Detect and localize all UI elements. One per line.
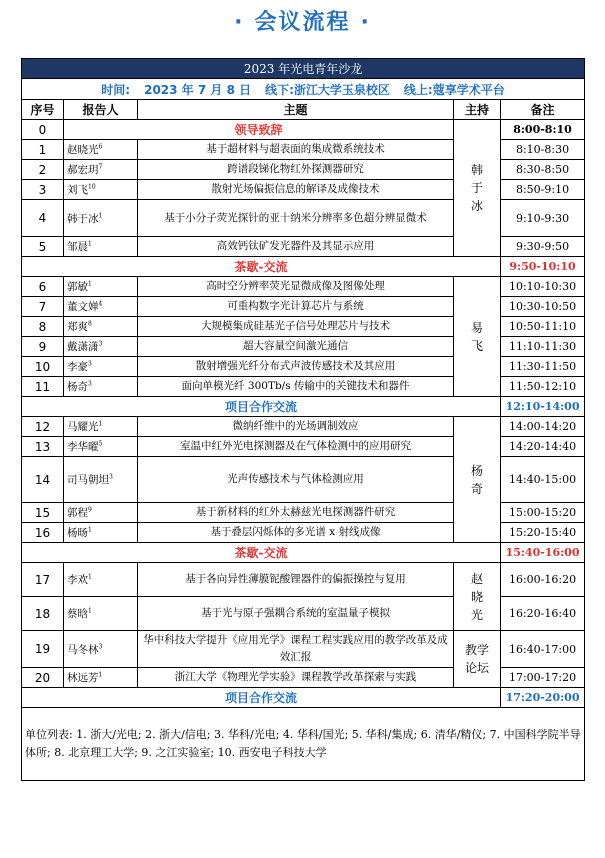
row-time: 11:50-12:10 (501, 377, 585, 397)
row-time: 16:20-16:40 (501, 597, 585, 631)
break-label: 茶歇-交流 (22, 257, 501, 277)
row-speaker: 蔡晗$^1$ (64, 597, 138, 631)
agenda-row (22, 523, 585, 543)
row-num: 15 (22, 503, 64, 523)
host-char: 杨 (470, 463, 483, 478)
row-speaker: 郝宏玥$^7$ (64, 160, 138, 180)
agenda-row (22, 563, 585, 597)
row-topic: 基于新材料的红外太赫兹光电探测器件研究 (138, 503, 454, 523)
exchange-row (22, 397, 585, 417)
exchange-time: 17:20-20:00 (501, 688, 585, 708)
col-host-header: 主持 (454, 100, 501, 120)
row-speaker: 赵晓光$^6$ (64, 140, 138, 160)
row-topic: 散射光场偏振信息的解译及成像技术 (138, 180, 454, 200)
row-topic: 华中科技大学提升《应用光学》课程工程实践应用的教学改革及成效汇报 (138, 631, 454, 668)
row-topic: 超大容量空间激光通信 (138, 337, 454, 357)
agenda-row (22, 668, 585, 688)
column-header-row (22, 100, 585, 120)
row-num: 7 (22, 297, 64, 317)
row-num: 4 (22, 200, 64, 237)
row-time: 8:30-8:50 (501, 160, 585, 180)
host-cell (454, 631, 501, 688)
row-speaker: 邹晨$^1$ (64, 237, 138, 257)
row-num: 1 (22, 140, 64, 160)
row-topic: 跨谱段锑化物红外探测器研究 (138, 160, 454, 180)
row-topic: 面向单模光纤 300Tb/s 传输中的关键技术和器件 (138, 377, 454, 397)
agenda-row (22, 337, 585, 357)
break-row (22, 543, 585, 563)
row-speaker: 马冬林$^3$ (64, 631, 138, 668)
exchange-time: 12:10-14:00 (501, 397, 585, 417)
row-topic: 可重构数字光计算芯片与系统 (138, 297, 454, 317)
row-speaker: 李欢$^1$ (64, 563, 138, 597)
row-num: 6 (22, 277, 64, 297)
row-num: 5 (22, 237, 64, 257)
agenda-row (22, 357, 585, 377)
banner-row (22, 59, 585, 79)
row-topic: 室温中红外光电探测器及在气体检测中的应用研究 (138, 437, 454, 457)
row-speaker: 郭敏$^1$ (64, 277, 138, 297)
row-topic: 基于光与原子强耦合系统的室温量子模拟 (138, 597, 454, 631)
row-time: 16:40-17:00 (501, 631, 585, 668)
host-char: 韩 (470, 163, 483, 177)
row-topic: 微纳纤维中的光场调制效应 (138, 417, 454, 437)
row-speaker: 韩于冰$^1$ (64, 200, 138, 237)
host-cell (454, 417, 501, 543)
row-num: 17 (22, 563, 64, 597)
row-topic: 基于小分子荧光探针的亚十纳米分辨率多色超分辨显微术 (138, 200, 454, 237)
host-char: 易 (470, 320, 483, 335)
row-speaker: 杨奇$^3$ (64, 377, 138, 397)
host-char: 教学 (464, 643, 489, 657)
break-label: 茶歇-交流 (22, 543, 501, 563)
row-topic: 基于各向异性薄膜铌酸锂器件的偏振操控与复用 (138, 563, 454, 597)
row-time: 11:30-11:50 (501, 357, 585, 377)
col-topic-header: 主题 (138, 100, 454, 120)
agenda-row (22, 597, 585, 631)
col-note-header: 备注 (501, 100, 585, 120)
row-speaker: 刘飞$^{10}$ (64, 180, 138, 200)
row-speaker: 司马朝坦$^3$ (64, 457, 138, 503)
host-char: 飞 (470, 338, 483, 353)
host-char: 论坛 (464, 661, 489, 675)
col-speaker-header: 报告人 (64, 100, 138, 120)
row-time: 14:20-14:40 (501, 437, 585, 457)
row-time: 9:30-9:50 (501, 237, 585, 257)
break-row (22, 257, 585, 277)
row-num: 19 (22, 631, 64, 668)
agenda-row (22, 297, 585, 317)
row-time: 15:00-15:20 (501, 503, 585, 523)
agenda-row (22, 277, 585, 297)
row-num: 13 (22, 437, 64, 457)
row-time: 8:00-8:10 (501, 120, 585, 140)
host-char: 赵 (470, 571, 483, 586)
row-num: 14 (22, 457, 64, 503)
row-speaker: 郭程$^9$ (64, 503, 138, 523)
row-time: 9:10-9:30 (501, 200, 585, 237)
exchange-label: 项目合作交流 (22, 397, 501, 417)
row-topic: 散射增强光纤分布式声波传感技术及其应用 (138, 357, 454, 377)
agenda-row (22, 200, 585, 237)
host-cell (454, 277, 501, 397)
row-topic: 光声传感技术与气体检测应用 (138, 457, 454, 503)
agenda-row (22, 631, 585, 668)
online-platform: 线上:蔻享学术平台 (403, 82, 505, 97)
row-time: 10:50-11:10 (501, 317, 585, 337)
host-cell (454, 563, 501, 631)
row-time: 14:00-14:20 (501, 417, 585, 437)
agenda-row (22, 180, 585, 200)
agenda-row (22, 437, 585, 457)
row-num: 9 (22, 337, 64, 357)
row-num: 8 (22, 317, 64, 337)
row-time: 8:50-9:10 (501, 180, 585, 200)
row-topic: 领导致辞 (64, 120, 454, 140)
row-speaker: 马耀光$^1$ (64, 417, 138, 437)
host-char: 冰 (470, 199, 483, 213)
agenda-row (22, 237, 585, 257)
offline-venue: 线下:浙江大学玉泉校区 (265, 82, 390, 97)
row-topic: 浙江大学《物理光学实验》课程教学改革探索与实践 (138, 668, 454, 688)
row-num: 20 (22, 668, 64, 688)
row-speaker: 戴潇潇$^3$ (64, 337, 138, 357)
title-dot-left: · (234, 10, 245, 35)
row-speaker: 林远芳$^1$ (64, 668, 138, 688)
agenda-row (22, 120, 585, 140)
row-num: 10 (22, 357, 64, 377)
row-topic: 基于叠层闪烁体的多光谱 x 射线成像 (138, 523, 454, 543)
footnote-row (22, 708, 585, 781)
row-num: 18 (22, 597, 64, 631)
row-num: 2 (22, 160, 64, 180)
row-num: 0 (22, 120, 64, 140)
row-num: 16 (22, 523, 64, 543)
affiliation-list: 单位列表: 1. 浙大/光电; 2. 浙大/信电; 3. 华科/光电; 4. 华科/国光; 5. 华科/集成; 6. 清华/精仪; 7. 中国科学院半导体所; 8. 北京理工大学; 9. 之江实验室; 10. 西安电子科技大学 (22, 708, 585, 781)
row-time: 17:00-17:20 (501, 668, 585, 688)
row-time: 14:40-15:00 (501, 457, 585, 503)
row-time: 11:10-11:30 (501, 337, 585, 357)
row-time: 16:00-16:20 (501, 563, 585, 597)
row-speaker: 李豪$^3$ (64, 357, 138, 377)
agenda-row (22, 377, 585, 397)
exchange-label: 项目合作交流 (22, 688, 501, 708)
time-label: 时间: (101, 82, 131, 97)
row-speaker: 董文婵$^4$ (64, 297, 138, 317)
agenda-row (22, 317, 585, 337)
row-time: 10:30-10:50 (501, 297, 585, 317)
row-num: 11 (22, 377, 64, 397)
exchange-row (22, 688, 585, 708)
agenda-row (22, 417, 585, 437)
host-cell (454, 120, 501, 257)
row-time: 8:10-8:30 (501, 140, 585, 160)
row-topic: 高效钙钛矿发光器件及其显示应用 (138, 237, 454, 257)
info-row (22, 79, 585, 100)
agenda-table (21, 58, 585, 781)
agenda-row (22, 160, 585, 180)
host-char: 光 (470, 607, 483, 622)
title-dot-right: · (360, 10, 371, 35)
row-topic: 基于超材料与超表面的集成微系统技术 (138, 140, 454, 160)
page-title-text: 会议流程 (254, 10, 351, 35)
agenda-row (22, 457, 585, 503)
host-char: 奇 (470, 481, 483, 496)
row-speaker: 李华曜$^5$ (64, 437, 138, 457)
row-time: 10:10-10:30 (501, 277, 585, 297)
break-time: 9:50-10:10 (501, 257, 585, 277)
row-time: 15:20-15:40 (501, 523, 585, 543)
event-date: 2023 年 7 月 8 日 (144, 82, 252, 97)
host-char: 晓 (470, 589, 483, 604)
row-num: 3 (22, 180, 64, 200)
banner-title: 2023 年光电青年沙龙 (22, 59, 585, 79)
agenda-row (22, 503, 585, 523)
event-info (22, 79, 585, 100)
host-char: 于 (470, 181, 483, 195)
row-speaker: 郑爽$^8$ (64, 317, 138, 337)
row-speaker: 杨旸$^1$ (64, 523, 138, 543)
row-topic: 高时空分辨率荧光显微成像及图像处理 (138, 277, 454, 297)
col-num-header: 序号 (22, 100, 64, 120)
break-time: 15:40-16:00 (501, 543, 585, 563)
row-num: 12 (22, 417, 64, 437)
page-title (0, 6, 605, 40)
agenda-row (22, 140, 585, 160)
row-topic: 大规模集成硅基光子信号处理芯片与技术 (138, 317, 454, 337)
